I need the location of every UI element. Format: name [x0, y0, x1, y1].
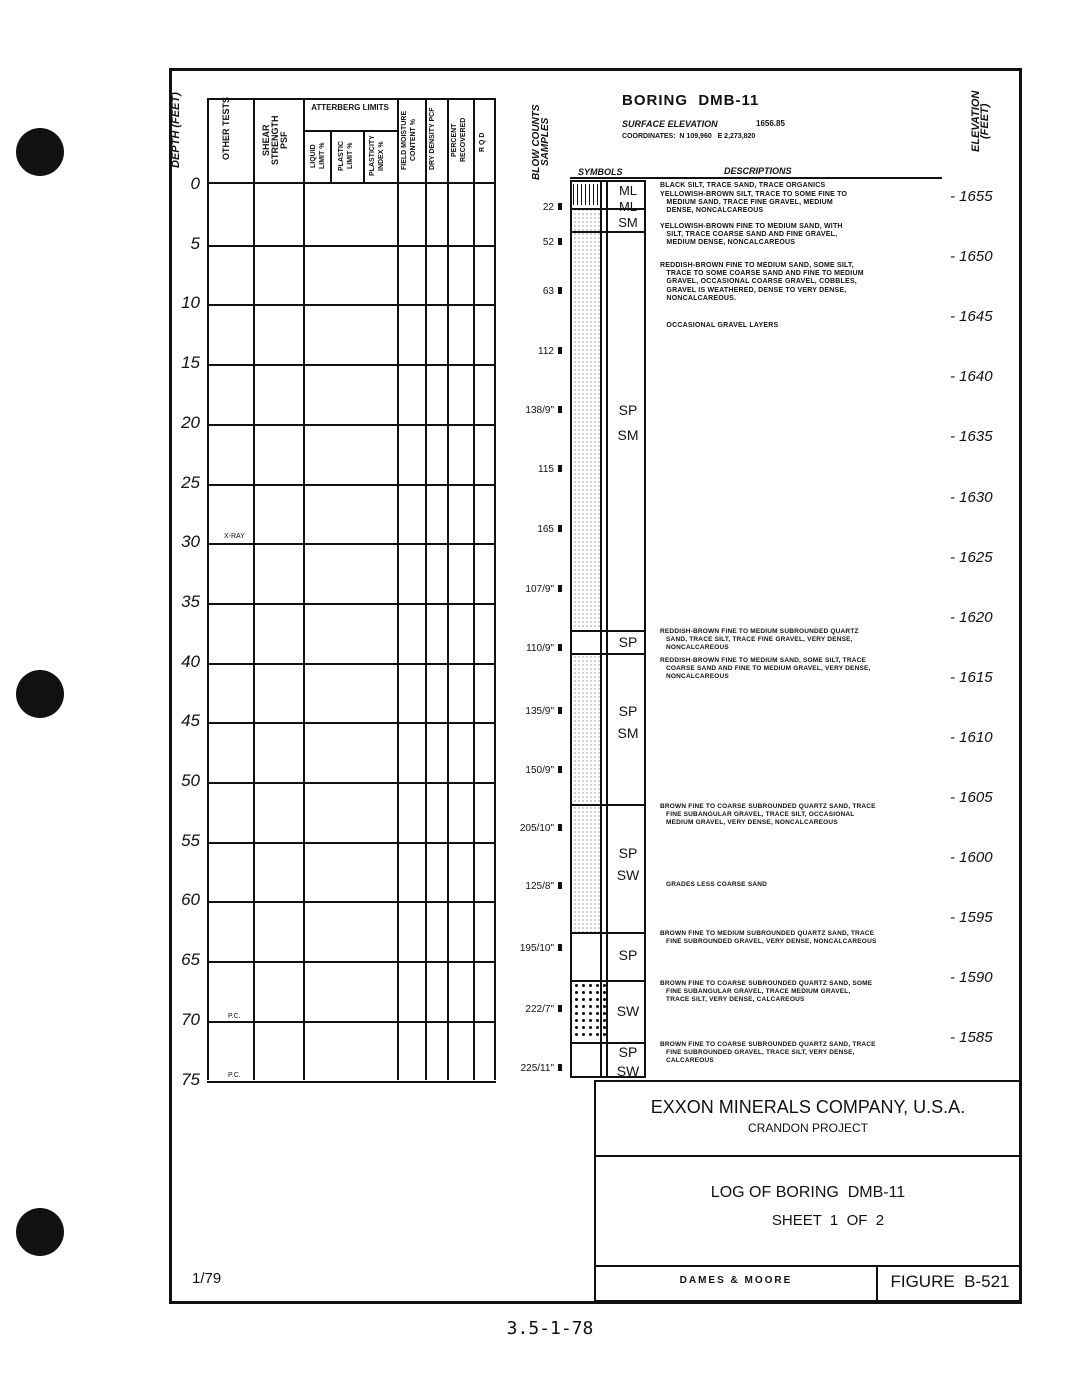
soil-symbol: SM: [618, 215, 638, 230]
blow-count-value: 52: [542, 237, 554, 248]
blow-count-value: 22: [542, 202, 554, 213]
surface-elevation-value: 1656.85: [756, 119, 785, 128]
soil-pattern-sand: [573, 232, 600, 628]
blow-count: [512, 765, 562, 776]
soil-description: GRADES LESS COARSE SAND: [660, 881, 768, 888]
elevation-tick: - 1635: [950, 428, 993, 445]
other-tests-header: OTHER TESTS: [221, 96, 231, 160]
blow-count: [512, 881, 562, 892]
elevation-tick: - 1585: [950, 1029, 993, 1046]
blow-count-value: 115: [538, 464, 554, 475]
soil-symbol: SP: [618, 402, 638, 418]
soil-pattern-sand: [573, 806, 600, 932]
blow-count-value: 222/7": [525, 1004, 554, 1015]
soil-description: BROWN FINE TO COARSE SUBROUNDED QUARTZ SAND, TRACE FINE SUBROUNDED GRAVEL, TRACE SILT, VERY DENSE, CALCAREOUS: [660, 1041, 876, 1065]
figure-number: FIGURE B-521: [890, 1272, 1010, 1291]
depth-tick: 15: [181, 353, 200, 372]
other-test-pc: P.C.: [228, 1072, 241, 1079]
surface-elevation-label: SURFACE ELEVATION: [622, 119, 718, 129]
blow-count: [512, 823, 562, 834]
elevation-tick: - 1650: [950, 248, 993, 265]
blow-count-value: 165: [537, 524, 554, 535]
depth-row-line: [207, 245, 496, 247]
soil-symbol: SW: [616, 1003, 640, 1019]
depth-row-line: [207, 603, 496, 605]
elevation-tick: - 1630: [950, 489, 993, 506]
soil-symbol: SP: [618, 947, 638, 963]
depth-tick: 10: [181, 293, 200, 312]
soil-symbol: SM: [617, 725, 639, 741]
depth-tick: 25: [181, 473, 200, 492]
soil-pattern-sand: [573, 655, 600, 803]
soil-symbol: ML: [618, 199, 638, 214]
other-test-pc: P.C.: [228, 1013, 241, 1020]
company-name: EXXON MINERALS COMPANY, U.S.A.: [650, 1097, 966, 1117]
sample-marker: [558, 465, 562, 472]
elevation-tick: - 1595: [950, 909, 993, 926]
soil-symbol: SM: [617, 427, 639, 443]
depth-tick: 75: [181, 1070, 200, 1089]
depth-row-line: [207, 722, 496, 724]
elevation-tick: - 1600: [950, 849, 993, 866]
blow-count: [512, 584, 562, 595]
coordinates: COORDINATES: N 109,960 E 2,273,820: [622, 133, 756, 140]
blow-count-value: 112: [538, 346, 554, 357]
depth-tick: 40: [181, 652, 200, 671]
blow-count: [512, 286, 562, 297]
depth-row-line: [207, 543, 496, 545]
blow-count: [512, 1004, 562, 1015]
sample-marker: [558, 824, 562, 831]
soil-description: REDDISH-BROWN FINE TO MEDIUM SAND, SOME SILT, TRACE COARSE SAND AND FINE TO MEDIUM GRAVEL, VERY DENSE, NONCALCAREOUS: [660, 657, 871, 681]
depth-tick: 60: [181, 890, 200, 909]
blow-count: [512, 405, 562, 416]
soil-description: REDDISH-BROWN FINE TO MEDIUM SUBROUNDED QUARTZ SAND, TRACE SILT, TRACE FINE GRAVEL, VERY DENSE, NONCALCAREOUS: [660, 628, 859, 652]
sample-marker: [558, 238, 562, 245]
depth-row-line: [207, 961, 496, 963]
soil-symbol: SW: [616, 867, 640, 883]
soil-description: BLACK SILT, TRACE SAND, TRACE ORGANICS: [660, 182, 826, 189]
blow-count-value: 125/8": [525, 881, 554, 892]
depth-row-line: [207, 1081, 496, 1083]
blow-count-value: 107/9": [525, 584, 554, 595]
plasticity-index-header: PLASTICITY INDEX %: [369, 135, 385, 177]
blow-count: [512, 706, 562, 717]
depth-tick: 50: [181, 771, 200, 790]
soil-description: REDDISH-BROWN FINE TO MEDIUM SAND, SOME SILT, TRACE TO SOME COARSE SAND AND FINE TO MEDIUM GRAVEL, OCCASIONAL COARSE GRAVEL, COBBLES, GRAVEL IS WEATHERED, DENSE TO VERY DENSE, NONCALCAREOUS.: [660, 262, 864, 302]
soil-symbol: SP: [618, 845, 638, 861]
date: 1/79: [192, 1270, 222, 1287]
dry-density-header: DRY DENSITY PCF: [429, 107, 436, 171]
blow-count: [512, 1063, 562, 1074]
blow-count-value: 63: [542, 286, 554, 297]
soil-description: BROWN FINE TO COARSE SUBROUNDED QUARTZ SAND, SOME FINE SUBANGULAR GRAVEL, TRACE MEDIUM GRAVEL, TRACE SILT, VERY DENSE, CALCAREOUS: [660, 980, 873, 1004]
sample-marker: [558, 644, 562, 651]
depth-row-line: [207, 782, 496, 784]
elevation-tick: - 1605: [950, 789, 993, 806]
blow-count-value: 205/10": [519, 823, 554, 834]
depth-header: DEPTH (FEET): [170, 92, 182, 168]
blow-count-value: 138/9": [525, 405, 554, 416]
sample-marker: [558, 882, 562, 889]
blow-count: [512, 524, 562, 535]
page-number: 3.5-1-78: [506, 1318, 594, 1339]
plastic-limit-header: PLASTIC LIMIT %: [338, 141, 354, 171]
sample-marker: [558, 347, 562, 354]
blow-count-value: 225/11": [520, 1063, 554, 1074]
blow-count-value: 150/9": [525, 765, 554, 776]
sample-marker: [558, 287, 562, 294]
project-name: CRANDON PROJECT: [747, 1121, 868, 1135]
symbols-header: SYMBOLS: [578, 167, 623, 177]
atterberg-header: ATTERBERG LIMITS: [311, 103, 389, 112]
depth-tick: 65: [181, 950, 200, 969]
blow-counts-header: BLOW COUNTS SAMPLES: [531, 104, 551, 180]
elevation-header: ELEVATION (FEET): [970, 90, 991, 152]
blow-count: [512, 464, 562, 475]
depth-row-line: [207, 484, 496, 486]
blow-count: [512, 202, 562, 213]
shear-strength-header: SHEAR STRENGTH PSF: [261, 115, 289, 165]
soil-symbol: SP: [618, 703, 638, 719]
depth-tick: 35: [181, 592, 200, 611]
depth-row-line: [207, 842, 496, 844]
depth-row-line: [207, 901, 496, 903]
elevation-tick: - 1620: [950, 609, 993, 626]
firm-name: DAMES & MOORE: [679, 1275, 793, 1286]
soil-pattern-silt: [573, 184, 600, 205]
soil-pattern-silty-sand: [573, 208, 600, 232]
sample-marker: [558, 203, 562, 210]
depth-row-line: [207, 1021, 496, 1023]
sheet-number: SHEET 1 OF 2: [771, 1212, 885, 1229]
depth-row-line: [207, 364, 496, 366]
blow-count: [512, 643, 562, 654]
depth-row-line: [207, 304, 496, 306]
liquid-limit-header: LIQUID LIMIT %: [310, 142, 326, 170]
blow-count-value: 195/10": [519, 943, 554, 954]
punch-hole-top: [16, 128, 64, 176]
rqd-header: R Q D: [479, 132, 486, 152]
soil-symbol: ML: [618, 183, 638, 198]
elevation-tick: - 1625: [950, 549, 993, 566]
elevation-tick: - 1645: [950, 308, 993, 325]
soil-symbol: SW: [616, 1063, 640, 1079]
percent-recovered-header: PERCENT RECOVERED: [451, 117, 467, 163]
depth-tick: 5: [190, 234, 200, 253]
sample-marker: [558, 525, 562, 532]
field-moisture-header: FIELD MOISTURE CONTENT %: [401, 110, 417, 170]
depth-tick: 30: [181, 532, 200, 551]
soil-description: BROWN FINE TO COARSE SUBROUNDED QUARTZ SAND, TRACE FINE SUBANGULAR GRAVEL, TRACE SILT, OCCASIONAL MEDIUM GRAVEL, VERY DENSE, NONCALCAREOUS: [660, 803, 876, 827]
punch-hole-middle: [16, 670, 64, 718]
elevation-tick: - 1655: [950, 188, 993, 205]
punch-hole-bottom: [16, 1208, 64, 1256]
soil-description: YELLOWISH-BROWN SILT, TRACE TO SOME FINE TO MEDIUM SAND, TRACE FINE GRAVEL, MEDIUM DENSE, NONCALCAREOUS: [660, 191, 848, 215]
depth-tick: 45: [181, 711, 200, 730]
soil-description: BROWN FINE TO MEDIUM SUBROUNDED QUARTZ SAND, TRACE FINE SUBROUNDED GRAVEL, VERY DENSE, NONCALCAREOUS: [660, 930, 877, 946]
depth-tick: 0: [190, 174, 200, 193]
boring-title: BORING DMB-11: [622, 92, 760, 109]
blow-count: [512, 237, 562, 248]
depth-tick: 55: [181, 831, 200, 850]
elevation-tick: - 1610: [950, 729, 993, 746]
sample-marker: [558, 766, 562, 773]
sample-marker: [558, 1005, 562, 1012]
elevation-tick: - 1590: [950, 969, 993, 986]
depth-row-line: [207, 663, 496, 665]
blow-count-value: 110/9": [526, 643, 554, 654]
soil-symbol: SP: [618, 634, 638, 650]
sample-marker: [558, 707, 562, 714]
sample-marker: [558, 406, 562, 413]
elevation-tick: - 1640: [950, 368, 993, 385]
log-title: LOG OF BORING DMB-11: [710, 1184, 906, 1201]
descriptions-header: DESCRIPTIONS: [724, 166, 792, 176]
blow-count: [512, 943, 562, 954]
depth-row-line: [207, 424, 496, 426]
sample-marker: [558, 944, 562, 951]
depth-tick: 20: [181, 413, 200, 432]
depth-tick: 70: [181, 1010, 200, 1029]
soil-description: OCCASIONAL GRAVEL LAYERS: [660, 322, 779, 329]
blow-count: [512, 346, 562, 357]
soil-description: YELLOWISH-BROWN FINE TO MEDIUM SAND, WITH SILT, TRACE COARSE SAND AND FINE GRAVEL, MEDIUM DENSE, NONCALCAREOUS: [660, 223, 843, 247]
other-test-xray: X-RAY: [224, 533, 245, 540]
sample-marker: [558, 1064, 562, 1071]
soil-symbol: SP: [618, 1044, 638, 1060]
elevation-tick: - 1615: [950, 669, 993, 686]
blow-count-value: 135/9": [525, 706, 554, 717]
sample-marker: [558, 585, 562, 592]
